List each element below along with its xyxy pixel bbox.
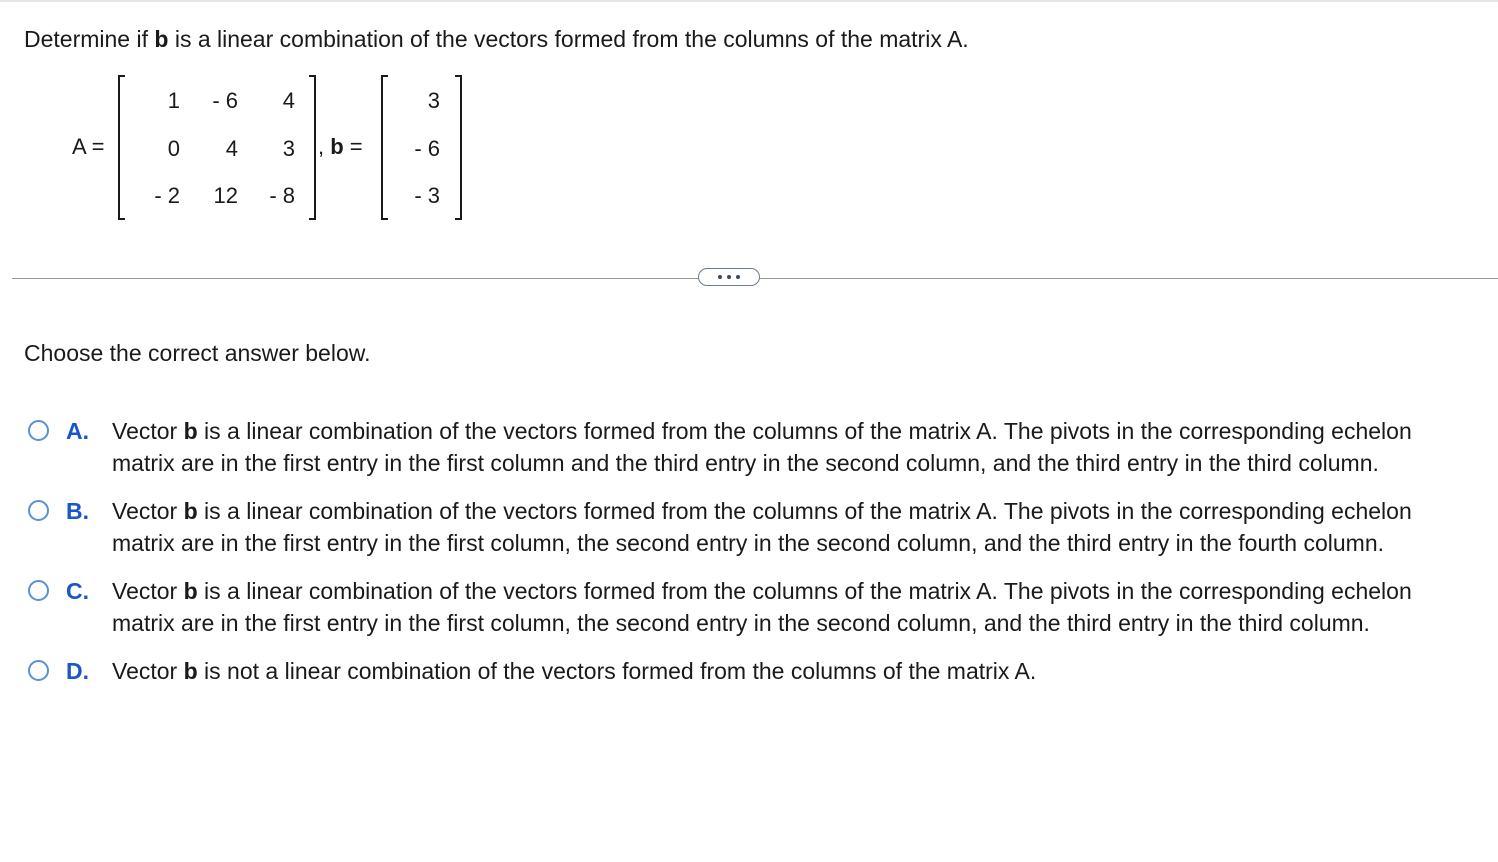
- option-letter: B.: [66, 498, 89, 524]
- radio-circle-icon[interactable]: [28, 580, 49, 601]
- option-text: Vector b is a linear combination of the vectors formed from the columns of the matrix A. The pivots in the corresponding echelon matrix are in the first entry in the first column, the second entry in the second column, and the third entry in the third column.: [112, 578, 1412, 636]
- question-prefix: Determine if: [24, 26, 155, 52]
- matrix-a-cell: 0: [167, 136, 180, 161]
- option-letter: A.: [66, 418, 89, 444]
- matrix-a-cell: - 2: [154, 183, 180, 208]
- option-a[interactable]: [28, 415, 1478, 479]
- vector-b-right-bracket: [455, 75, 462, 220]
- option-text: Vector b is not a linear combination of the vectors formed from the columns of the matrix A.: [112, 658, 1037, 684]
- option-letter: D.: [66, 658, 89, 684]
- matrix-a-cell: 12: [213, 183, 238, 208]
- ellipsis-dot-icon: [718, 275, 722, 279]
- option-text: Vector b is a linear combination of the vectors formed from the columns of the matrix A. The pivots in the corresponding echelon matrix are in the first entry in the first column, the second entry in the second column, and the third entry in the fourth column.: [112, 498, 1412, 556]
- matrix-a-label: A =: [72, 134, 105, 159]
- ellipsis-dot-icon: [736, 275, 740, 279]
- question-suffix: is a linear combination of the vectors formed from the columns of the matrix A.: [168, 26, 969, 52]
- matrix-a-left-bracket: [118, 75, 125, 220]
- question-bold-b: b: [154, 26, 169, 52]
- more-options-button[interactable]: [698, 268, 760, 286]
- vector-b-cell: - 3: [414, 183, 440, 208]
- matrix-expression: [0, 0, 1498, 240]
- vector-b-cell: 3: [427, 88, 440, 113]
- matrix-a-cell: 3: [282, 136, 295, 161]
- radio-circle-icon[interactable]: [28, 660, 49, 681]
- radio-circle-icon[interactable]: [28, 420, 49, 441]
- matrix-a-cell: 1: [167, 88, 180, 113]
- matrix-a-cell: - 6: [212, 88, 238, 113]
- option-d[interactable]: [28, 655, 1478, 687]
- vector-b-label: , b =: [318, 134, 363, 159]
- matrix-a-right-bracket: [309, 75, 316, 220]
- ellipsis-dot-icon: [727, 275, 731, 279]
- option-letter: C.: [66, 578, 89, 604]
- option-c[interactable]: [28, 575, 1478, 639]
- option-b[interactable]: [28, 495, 1478, 559]
- matrix-a-cell: - 8: [269, 183, 295, 208]
- vector-b-cell: - 6: [414, 136, 440, 161]
- option-text: Vector b is a linear combination of the vectors formed from the columns of the matrix A. The pivots in the corresponding echelon matrix are in the first entry in the first column and the third entry in the second column, and the third entry in the third column.: [112, 418, 1412, 476]
- answer-options: [28, 415, 1478, 703]
- matrix-a-cell: 4: [282, 88, 295, 113]
- vector-b-left-bracket: [381, 75, 388, 220]
- answer-prompt: Choose the correct answer below.: [24, 340, 371, 366]
- radio-circle-icon[interactable]: [28, 500, 49, 521]
- matrix-a-cell: 4: [225, 136, 238, 161]
